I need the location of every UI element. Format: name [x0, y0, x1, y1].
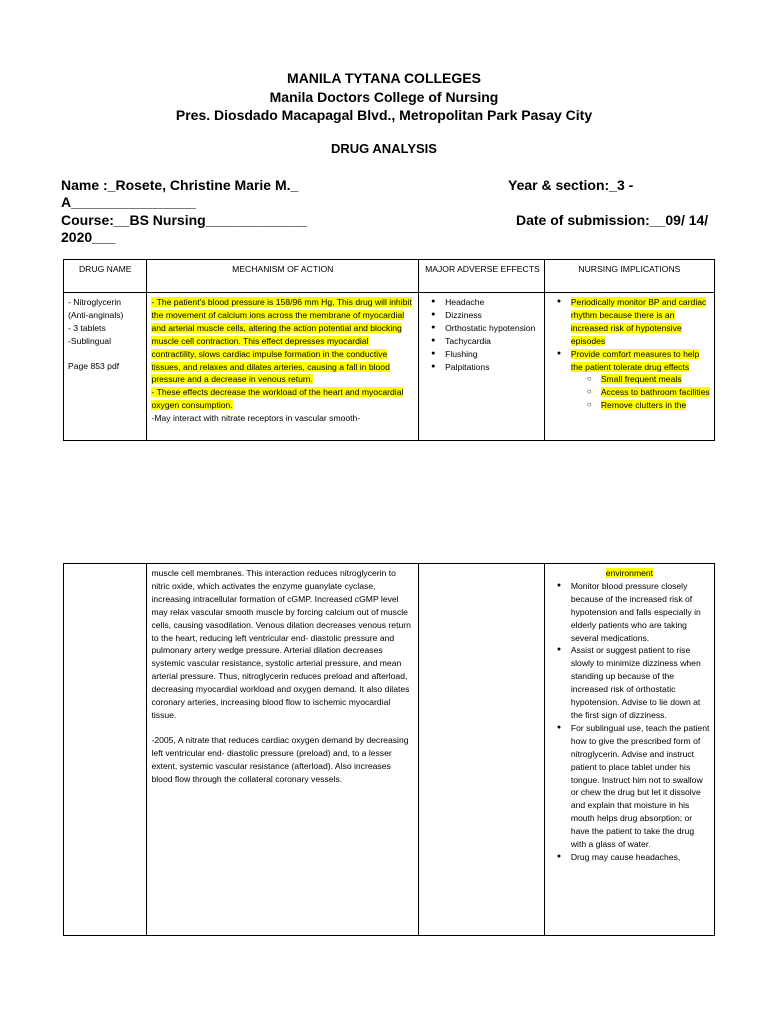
- list-item: ○ Access to bathroom facilities: [601, 386, 710, 399]
- adverse-effects-cell: [419, 293, 545, 441]
- student-name: Name :_Rosete, Christine Marie M._: [61, 177, 299, 193]
- mechanism-text-2: - These effects decrease the workload of the heart and myocardial oxygen consumption.: [151, 387, 404, 411]
- list-item: ● Palpitations: [445, 361, 540, 374]
- comfort-measures-list: [571, 373, 710, 412]
- mechanism-text-1: - The patient's blood pressure is 158/96 mm Hg, This drug will inhibit the movement of calcium ions across the membrane of myocardial and arterial muscle cells, altering the action potential and blocking muscle cell contraction. This effect depresses myocardial contractility, slows cardiac impulse formation in the conductive tissues, and relaxes and dilates arteries, causing a fall in blood pressure and a decrease in venous return.: [151, 297, 412, 385]
- mechanism-text-cont: muscle cell membranes. This interaction reduces nitroglycerin to nitric oxide, which activates the enzyme guanylate cyclase, increasing intracellular formation of cGMP. Increased cGMP level may relax vascular smooth muscle by forcing calcium out of muscle cells, causing vasodilation. Venous dilation decreases venous return to the heart, reducing left ventricular end- diastolic pressure and pulmonary artery wedge pressure. Arterial dilation decreases systemic vascular resistance, systolic arterial pressure, and mean arterial pressure. Thus, nitroglycerin reduces preload and afterload, decreasing myocardial workload and oxygen demand. It also dilates coronary arteries, increasing blood flow to ischemic myocardial tissue.: [151, 568, 411, 720]
- list-item: ● Headache: [445, 296, 540, 309]
- list-item: ● Tachycardia: [445, 335, 540, 348]
- school-address: Pres. Diosdado Macapagal Blvd., Metropolitan Park Pasay City: [175, 107, 593, 123]
- mechanism-text-3: -May interact with nitrate receptors in vascular smooth-: [151, 413, 361, 424]
- list-item: ● Orthostatic hypotension: [445, 322, 540, 335]
- list-item: ● Provide comfort measures to help the patient tolerate drug effects ○ Small frequent meals ○ Access to bathroom facilities ○ Remove clutters in the: [571, 348, 710, 413]
- list-item: ○ Small frequent meals: [601, 373, 710, 386]
- nursing-implications-list-cont: [549, 580, 710, 864]
- nursing-implications-cell: [544, 293, 714, 441]
- student-name-cont: A________________: [61, 194, 196, 210]
- mechanism-cell-cont: [147, 564, 419, 936]
- mechanism-text-2005: -2005, A nitrate that reduces cardiac oxygen demand by decreasing left ventricular end- diastolic pressure (preload) and, to a lesser extent, systemic vascular resistance (afterload). Also increases blood flow through the collateral coronary vessels.: [151, 734, 409, 784]
- col-header-mechanism: MECHANISM OF ACTION: [147, 260, 419, 293]
- list-item: ● Drug may cause headaches,: [571, 851, 710, 864]
- list-item: ● For sublingual use, teach the patient how to give the prescribed form of nitroglycerin. Advise and instruct patient to place tablet under his tongue. Instruct him not to swallow or chew the drug but let it dissolve and explain that moisture in his mouth helps drug absorption; or have the patient to take the drug with a glass of water.: [571, 722, 710, 851]
- adverse-effects-list: [423, 296, 540, 373]
- list-item: ● Periodically monitor BP and cardiac rhythm because there is an increased risk of hypotensive episodes: [571, 296, 710, 348]
- drug-name-cell: [64, 293, 147, 441]
- col-header-nursing-implications: NURSING IMPLICATIONS: [544, 260, 714, 293]
- nursing-continued-text: environment: [605, 568, 654, 578]
- course: Course:__BS Nursing_____________: [61, 212, 307, 228]
- date-of-submission-cont: 2020___: [61, 229, 116, 245]
- col-header-adverse-effects: MAJOR ADVERSE EFFECTS: [419, 260, 545, 293]
- list-item: ● Flushing: [445, 348, 540, 361]
- drug-analysis-table-page2: [63, 563, 715, 936]
- list-item: ● Monitor blood pressure closely because of the increased risk of hypotension and falls especially in elderly patients who are taking several medications.: [571, 580, 710, 645]
- college-name: Manila Doctors College of Nursing: [269, 89, 499, 105]
- drug-name-cell-cont: [64, 564, 147, 936]
- date-of-submission: Date of submission:__09/ 14/: [516, 212, 709, 228]
- nursing-implications-cell-cont: [544, 564, 714, 936]
- list-item: ● Assist or suggest patient to rise slowly to minimize dizziness when standing up because of the increased risk of orthostatic hypotension. Advise to lie down at the first sign of dizziness.: [571, 644, 710, 721]
- col-header-drug-name: DRUG NAME: [64, 260, 147, 293]
- drug-name: - Nitroglycerin: [68, 297, 122, 307]
- list-item: ● Dizziness: [445, 309, 540, 322]
- drug-reference: Page 853 pdf: [68, 360, 120, 371]
- year-section: Year & section:_3 -: [508, 177, 634, 193]
- drug-class: (Anti-anginals): [68, 309, 124, 320]
- mechanism-cell: [147, 293, 419, 441]
- drug-dose: - 3 tablets: [68, 322, 106, 333]
- document-title: DRUG ANALYSIS: [331, 141, 437, 156]
- drug-route: -Sublingual: [68, 335, 111, 346]
- drug-analysis-table-page1: [63, 259, 715, 441]
- list-item: ○ Remove clutters in the: [601, 399, 710, 412]
- school-name: MANILA TYTANA COLLEGES: [287, 70, 481, 86]
- nursing-implications-list: [549, 296, 710, 412]
- adverse-effects-cell-cont: [419, 564, 545, 936]
